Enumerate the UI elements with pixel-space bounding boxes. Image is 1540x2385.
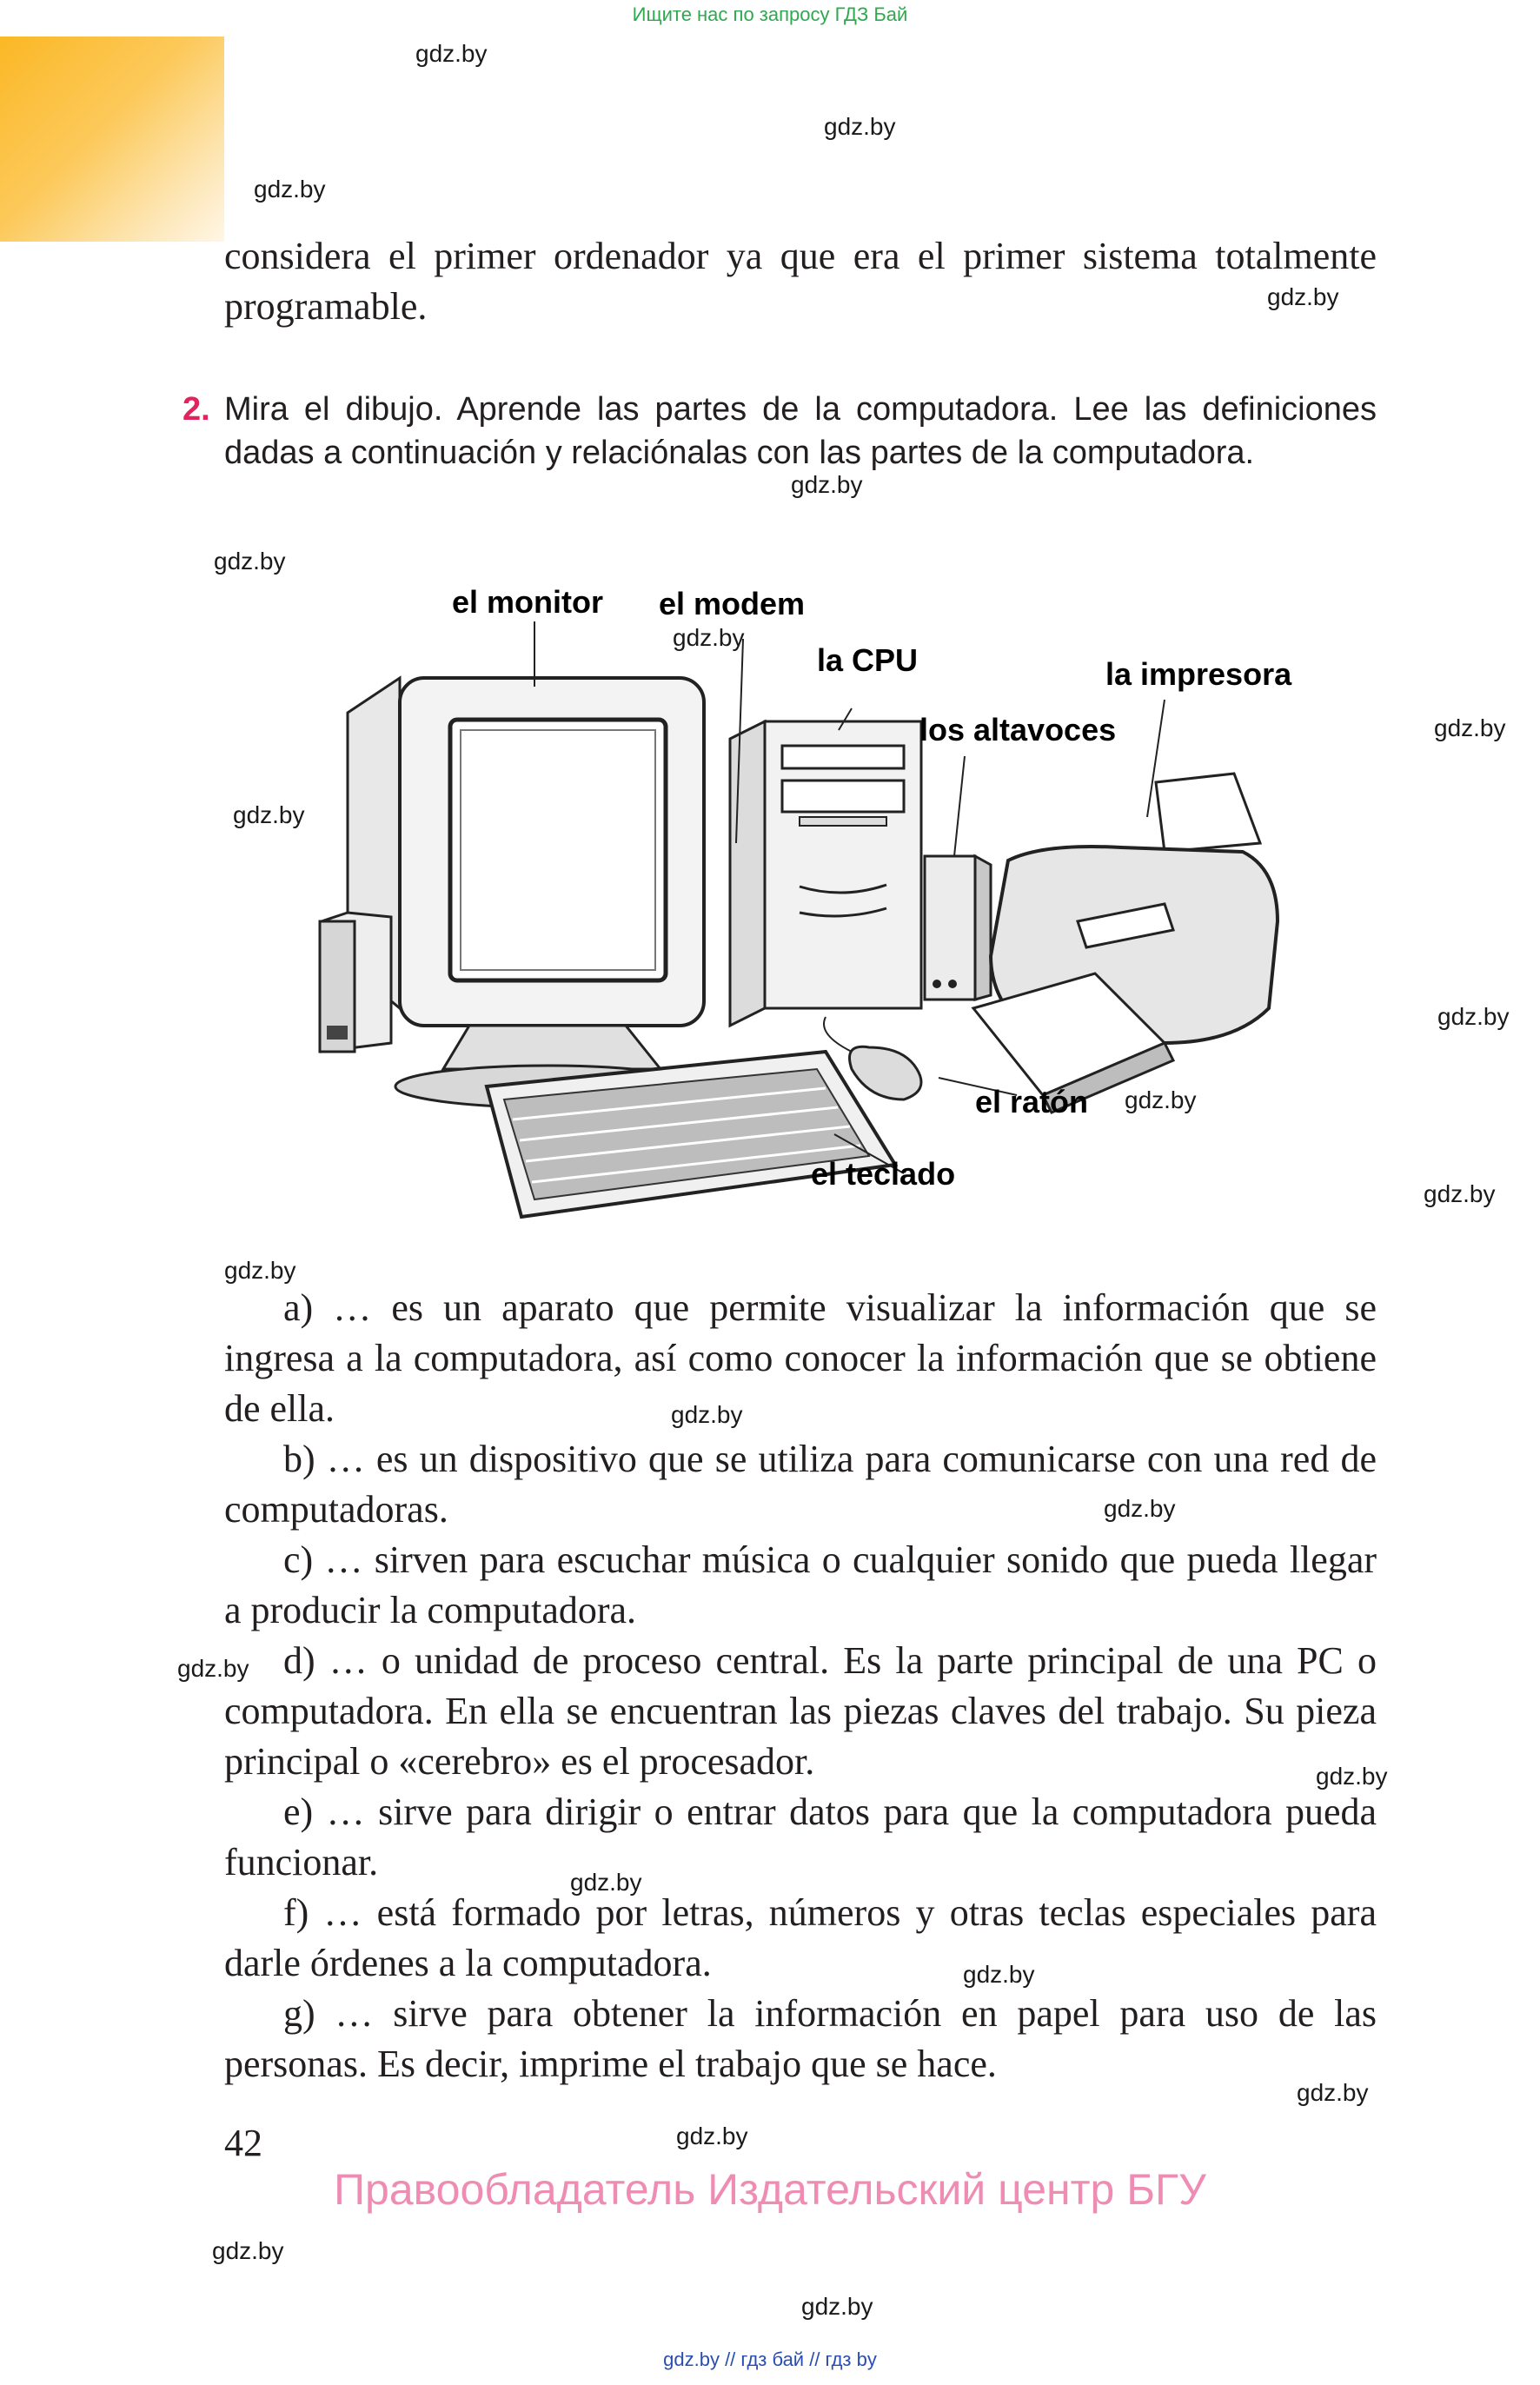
left-speaker-illustration <box>320 913 391 1052</box>
definition-b: b) … es un dispositivo que se utiliza para comunicarse con una red de computadoras. <box>224 1438 1377 1531</box>
watermark: gdz.by <box>671 1401 743 1428</box>
label-speakers: los altavoces <box>919 712 1117 747</box>
label-mouse: el ratón <box>975 1084 1089 1119</box>
definition-c: c) … sirven para escuchar música o cualquier sonido que pueda llegar a producir la computadora. <box>224 1538 1377 1631</box>
watermark: gdz.by <box>177 1655 249 1682</box>
definition-a: a) … es un aparato que permite visualizar la información que se ingresa a la computadora, así como conocer la información que se obtiene de ella. <box>224 1286 1377 1430</box>
watermark: gdz.by <box>415 40 488 67</box>
definition-d: d) … o unidad de proceso central. Es la parte principal de una PC o computadora. En ella se encuentran las piezas claves del trabajo. Su pieza principal o «cerebro» es el procesador. <box>224 1639 1377 1783</box>
intro-paragraph: considera el primer ordenador ya que era el primer sistema totalmente programable. <box>224 235 1377 328</box>
watermark: gdz.by <box>1316 1763 1388 1790</box>
watermark: gdz.by <box>233 801 305 828</box>
corner-color-tab <box>0 37 224 242</box>
watermark: gdz.by <box>254 176 326 203</box>
watermark: gdz.by <box>676 2123 748 2149</box>
bottom-links[interactable]: gdz.by // гдз бай // гдз by <box>663 2348 877 2370</box>
watermark: gdz.by <box>224 1257 296 1284</box>
task-2 <box>183 388 1377 475</box>
watermark: gdz.by <box>570 1869 642 1896</box>
definition-f: f) … está formado por letras, números y otras teclas especiales para darle órdenes a la computadora. <box>224 1891 1377 1984</box>
label-cpu: la CPU <box>817 642 919 678</box>
watermark: gdz.by <box>673 624 745 651</box>
watermark: gdz.by <box>1424 1180 1496 1207</box>
cpu-tower-illustration <box>730 721 921 1026</box>
printer-illustration <box>973 774 1278 1113</box>
watermark: gdz.by <box>1104 1495 1176 1522</box>
label-printer: la impresora <box>1105 656 1292 692</box>
computer-parts-figure <box>295 556 1304 1226</box>
right-speaker-illustration <box>925 856 991 1000</box>
page-number: 42 <box>224 2122 262 2164</box>
copyright-holder: Правообладатель Издательский центр БГУ <box>334 2165 1206 2214</box>
definition-g: g) … sirve para obtener la información en papel para uso de las personas. Es decir, imprime el trabajo que se hace. <box>224 1992 1377 2085</box>
label-monitor: el monitor <box>452 584 604 620</box>
watermark: gdz.by <box>963 1961 1035 1988</box>
definition-e: e) … sirve para dirigir o entrar datos para que la computadora pueda funcionar. <box>224 1790 1377 1883</box>
watermark: gdz.by <box>214 548 286 575</box>
watermark: gdz.by <box>1267 283 1339 310</box>
task-text: Mira el dibujo. Aprende las partes de la computadora. Lee las definiciones dadas a continuación y relaciónalas con las partes de la computadora. <box>224 391 1377 471</box>
watermark: gdz.by <box>1297 2079 1369 2106</box>
watermark: gdz.by <box>1437 1003 1510 1030</box>
watermark: gdz.by <box>801 2293 873 2320</box>
watermark: gdz.by <box>1125 1086 1197 1113</box>
watermark: gdz.by <box>791 471 863 498</box>
watermark: gdz.by <box>824 113 896 140</box>
label-keyboard: el teclado <box>811 1156 956 1192</box>
task-number: 2. <box>183 391 210 428</box>
label-modem: el modem <box>659 586 806 621</box>
watermark: gdz.by <box>212 2237 284 2264</box>
watermark: gdz.by <box>1434 714 1506 741</box>
monitor-illustration <box>348 678 704 1107</box>
top-search-note: Ищите нас по запросу ГДЗ Бай <box>632 3 908 25</box>
